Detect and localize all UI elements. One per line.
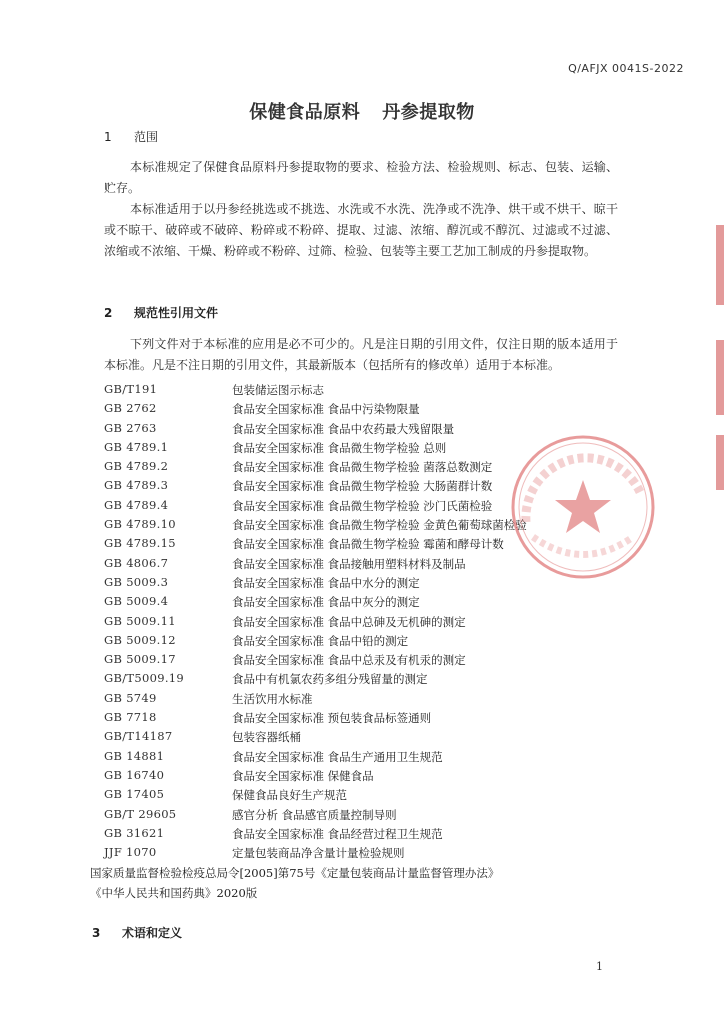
reference-code: GB 2762 [104, 401, 157, 416]
reference-code: GB 14881 [104, 748, 165, 763]
reference-row [104, 689, 624, 708]
reference-note-1: 国家质量监督检验检疫总局令[2005]第75号《定量包装商品计量监督管理办法》 [90, 866, 500, 880]
reference-name: 食品安全国家标准 食品中污染物限量 [232, 402, 420, 417]
reference-name: 食品安全国家标准 食品中农药最大残留限量 [232, 421, 455, 436]
reference-name: 食品安全国家标准 食品经营过程卫生规范 [232, 826, 443, 841]
scope-paragraph-2: 本标准适用于以丹参经挑选或不挑选、水洗或不水洗、洗净或不洗净、烘干或不烘干、晾干或不晾干、破碎或不破碎、粉碎或不粉碎、提取、过滤、浓缩、醇沉或不醇沉、过滤或不过滤、浓缩或不浓缩、干燥、粉碎或不粉碎、过筛、检验、包装等主要工艺加工制成的丹参提取物。 [104, 202, 618, 258]
reference-code: GB 4789.10 [104, 517, 176, 532]
section-3-title: 术语和定义 [122, 926, 183, 940]
reference-name: 生活饮用水标准 [232, 691, 313, 706]
reference-row [104, 631, 624, 650]
reference-name: 食品安全国家标准 食品微生物学检验 沙门氏菌检验 [232, 498, 493, 513]
reference-name: 食品安全国家标准 食品微生物学检验 金黄色葡萄球菌检验 [232, 518, 527, 533]
reference-code: GB 17405 [104, 787, 165, 802]
reference-name: 食品安全国家标准 预包装食品标签通则 [232, 711, 432, 726]
reference-name: 定量包装商品净含量计量检验规则 [232, 846, 405, 861]
reference-code: GB 2763 [104, 420, 157, 435]
reference-name: 食品安全国家标准 保健食品 [232, 768, 374, 783]
reference-row [104, 805, 624, 824]
reference-name: 食品安全国家标准 食品微生物学检验 菌落总数测定 [232, 460, 493, 475]
title-part-1: 保健食品原料 [249, 102, 361, 123]
document-title [0, 98, 724, 124]
reference-name: 食品安全国家标准 食品中铅的测定 [232, 633, 409, 648]
reference-row [104, 650, 624, 669]
reference-code: GB 4789.15 [104, 536, 176, 551]
reference-code: GB/T5009.19 [104, 671, 185, 686]
reference-name: 食品安全国家标准 食品中总砷及无机砷的测定 [232, 614, 466, 629]
reference-row [104, 727, 624, 746]
reference-code: GB/T191 [104, 382, 158, 396]
reference-row [104, 747, 624, 766]
reference-name: 食品安全国家标准 食品微生物学检验 总则 [232, 440, 447, 455]
reference-code: GB 5009.12 [104, 632, 176, 647]
reference-name: 食品安全国家标准 食品接触用塑料材料及制品 [232, 556, 466, 571]
reference-name: 食品安全国家标准 食品中灰分的测定 [232, 595, 420, 610]
reference-row [104, 592, 624, 611]
scope-paragraph-1: 本标准规定了保健食品原料丹参提取物的要求、检验方法、检验规则、标志、包装、运输、贮存。 [104, 160, 618, 195]
edge-seal-mark-3 [716, 435, 724, 490]
reference-code: GB 4789.3 [104, 478, 169, 493]
section-1-title: 范围 [134, 130, 159, 144]
reference-row [104, 824, 624, 843]
reference-code: GB 5009.17 [104, 652, 176, 667]
reference-code: GB 5009.4 [104, 594, 169, 609]
reference-code: GB/T14187 [104, 729, 173, 744]
reference-code: GB 4806.7 [104, 555, 169, 570]
edge-seal-mark-2 [716, 340, 724, 415]
standard-code: Q/AFJX 0041S-2022 [568, 62, 684, 75]
reference-row [104, 708, 624, 727]
reference-row [104, 843, 624, 862]
title-part-2: 丹参提取物 [382, 102, 475, 123]
reference-code: GB 5749 [104, 690, 157, 705]
reference-name: 食品中有机氯农药多组分残留量的测定 [232, 672, 428, 687]
page-number: 1 [596, 960, 603, 973]
section-2-title: 规范性引用文件 [134, 306, 219, 320]
reference-code: JJF 1070 [104, 845, 157, 860]
reference-row [104, 669, 624, 688]
company-seal-stamp [508, 432, 658, 582]
section-1-heading [104, 128, 158, 145]
section-3-heading [92, 924, 182, 941]
reference-name: 食品安全国家标准 食品生产通用卫生规范 [232, 749, 443, 764]
reference-row [104, 766, 624, 785]
reference-name: 包装容器纸桶 [232, 730, 301, 745]
reference-code: GB 16740 [104, 767, 165, 782]
reference-name: 食品安全国家标准 食品中总汞及有机汞的测定 [232, 653, 466, 668]
edge-seal-mark-1 [716, 225, 724, 305]
reference-code: GB 31621 [104, 825, 165, 840]
reference-code: GB 7718 [104, 710, 157, 725]
reference-row [104, 380, 624, 399]
reference-name: 食品安全国家标准 食品微生物学检验 霉菌和酵母计数 [232, 537, 504, 552]
reference-name: 保健食品良好生产规范 [232, 788, 347, 803]
reference-name: 包装储运图示标志 [232, 383, 324, 397]
reference-code: GB 5009.3 [104, 574, 169, 589]
reference-name: 食品安全国家标准 食品微生物学检验 大肠菌群计数 [232, 479, 493, 494]
references-intro: 下列文件对于本标准的应用是必不可少的。凡是注日期的引用文件，仅注日期的版本适用于本标准。凡是不注日期的引用文件，其最新版本（包括所有的修改单）适用于本标准。 [104, 337, 618, 372]
reference-row [104, 785, 624, 804]
section-3-number: 3 [92, 926, 101, 940]
reference-code: GB/T 29605 [104, 806, 177, 821]
reference-code: GB 5009.11 [104, 613, 176, 628]
reference-name: 食品安全国家标准 食品中水分的测定 [232, 575, 420, 590]
reference-code: GB 4789.2 [104, 459, 169, 474]
reference-row [104, 612, 624, 631]
reference-row [104, 399, 624, 418]
section-1-number: 1 [104, 130, 112, 144]
section-2-number: 2 [104, 306, 113, 320]
section-2-heading [104, 304, 218, 321]
reference-code: GB 4789.4 [104, 497, 169, 512]
reference-name: 感官分析 食品感官质量控制导则 [232, 807, 397, 822]
reference-code: GB 4789.1 [104, 439, 169, 454]
reference-note-2: 《中华人民共和国药典》2020版 [90, 886, 258, 900]
